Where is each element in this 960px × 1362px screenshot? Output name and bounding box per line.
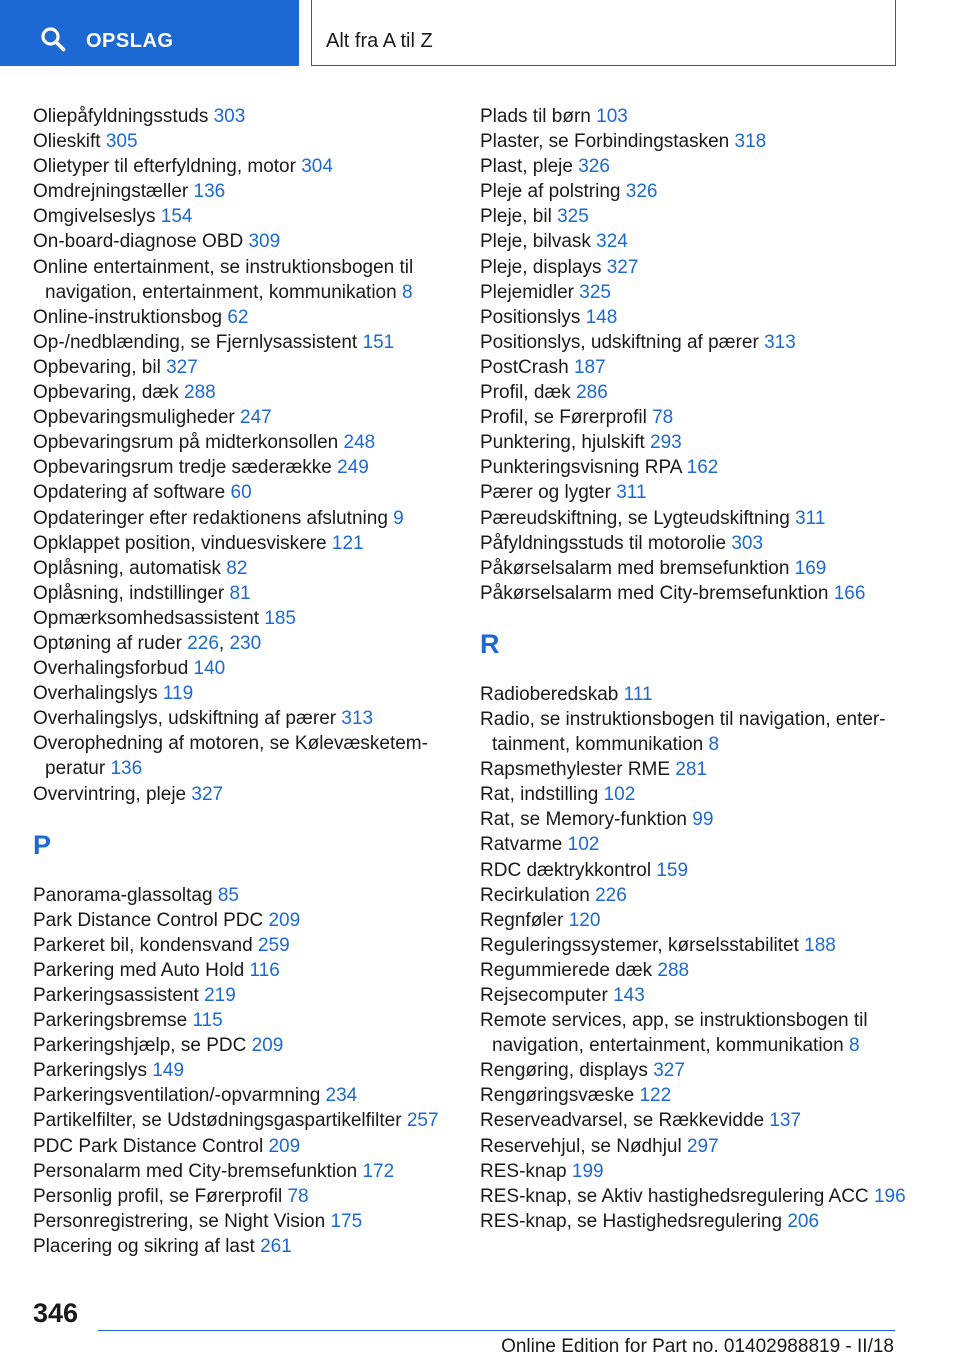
page-reference-link[interactable]: 311: [795, 507, 826, 529]
index-entry: [480, 983, 920, 1008]
index-entry-term: Profil, se Førerprofil: [480, 407, 647, 429]
page-reference-link[interactable]: 121: [331, 532, 364, 554]
index-entry-term: PDC Park Distance Control: [33, 1135, 264, 1157]
index-entry-term: Personalarm med City-bremsefunktion: [33, 1160, 358, 1182]
page-reference-link[interactable]: 226: [187, 632, 219, 654]
index-entry: Optøning af ruder 226, 230: [33, 632, 262, 654]
page-reference-link[interactable]: 248: [343, 432, 376, 454]
page-reference-link[interactable]: 8: [848, 1035, 860, 1057]
index-entry-term: Reguleringssystemer, kørselsstabilitet: [480, 934, 799, 956]
index-entry-term: Profil, dæk: [480, 382, 571, 404]
index-entry: [33, 782, 473, 807]
index-entry-term: Parkeringslys: [33, 1060, 148, 1082]
index-entry-term: Overhalingslys: [33, 683, 158, 705]
index-entry-term: Pærer og lygter: [480, 482, 611, 504]
index-column-right: [480, 104, 920, 1234]
index-entry: [480, 1008, 920, 1058]
search-tab[interactable]: [0, 0, 299, 66]
page-reference-link[interactable]: 115: [192, 1010, 223, 1032]
index-entry-term: Pleje, displays: [480, 256, 602, 278]
index-entry-term: Parkeringsventilation/-opvarmning: [33, 1085, 321, 1107]
page-reference-link[interactable]: 120: [568, 909, 601, 931]
index-entry-term: Reserveadvarsel, se Rækkevidde: [480, 1110, 765, 1132]
index-entry: [480, 355, 920, 380]
page-reference-link[interactable]: 326: [578, 156, 610, 178]
page-reference-link[interactable]: 209: [268, 909, 301, 931]
page-reference-link[interactable]: 148: [585, 306, 618, 328]
index-entry-term: Olieskift: [33, 131, 101, 153]
page-reference-link[interactable]: 143: [613, 985, 645, 1006]
page-reference-link[interactable]: 226: [595, 884, 627, 906]
page-reference-link[interactable]: 137: [769, 1110, 802, 1132]
index-entry-term: Rengøringsvæske: [480, 1085, 635, 1107]
index-entry-term: Parkeringsassistent: [33, 985, 199, 1006]
index-entry-term: Opbevaringsrum på midterkonsollen: [33, 432, 339, 454]
index-letter-heading: R: [480, 628, 500, 659]
index-entry-term: Omgivelseslys: [33, 206, 156, 228]
index-entry: [33, 204, 473, 229]
index-entry-term: Personlig profil, se Førerprofil: [33, 1185, 283, 1207]
index-entry: [480, 1058, 920, 1083]
index-letter-heading: P: [33, 829, 52, 860]
index-entry: [480, 330, 920, 355]
index-entry: [480, 707, 920, 757]
index-entry-term: Regnføler: [480, 909, 564, 931]
page-reference-link[interactable]: 136: [193, 181, 226, 203]
index-entry: [33, 581, 473, 606]
index-entry-term: RES-knap, se Aktiv hastighedsregulering ACC: [480, 1185, 869, 1207]
page-reference-link[interactable]: 293: [650, 432, 682, 454]
index-entry-term: Radioberedskab: [480, 683, 619, 705]
index-entry: [33, 455, 473, 480]
index-entry: [33, 908, 473, 933]
page-reference-link[interactable]: 259: [257, 934, 290, 956]
index-entry: [480, 154, 920, 179]
index-entry: [480, 430, 920, 455]
index-entry: [480, 858, 920, 883]
index-entry: [480, 958, 920, 983]
page-reference-link[interactable]: 81: [229, 582, 251, 604]
index-entry-term: Regummierede dæk: [480, 959, 653, 981]
index-entry: [480, 129, 920, 154]
page-reference-link[interactable]: 303: [731, 532, 764, 554]
page-reference-link[interactable]: 188: [804, 934, 836, 956]
index-entry-term: Opbevaringsrum tredje sæderække: [33, 457, 332, 479]
page-reference-link[interactable]: 313: [764, 331, 796, 353]
index-entry: [480, 531, 920, 556]
index-entry-term: Rat, se Memory-funktion: [480, 809, 687, 831]
page-reference-link[interactable]: 175: [330, 1210, 363, 1232]
page-reference-link[interactable]: 8: [401, 281, 413, 303]
page-reference-link[interactable]: 257: [406, 1110, 439, 1132]
index-entry: [33, 531, 473, 556]
page-reference-link[interactable]: 311: [616, 482, 647, 504]
index-entry-term: Reservehjul, se Nødhjul: [480, 1135, 682, 1157]
index-entry-term: Overhalingslys, udskiftning af pærer: [33, 708, 337, 730]
index-entry: [33, 104, 473, 129]
page-reference-link[interactable]: 9: [393, 507, 404, 529]
index-entry-term: Rat, indstilling: [480, 784, 599, 806]
index-entry: [480, 883, 920, 908]
index-entry-term: Overophedning af motoren, se Kølevæsketem-peratur: [33, 733, 428, 780]
page-reference-link[interactable]: 166: [833, 582, 866, 604]
page-reference-link[interactable]: 297: [686, 1135, 719, 1157]
index-entry: [480, 305, 920, 330]
index-entry: [33, 430, 473, 455]
index-entry: [480, 933, 920, 958]
index-entry: [480, 280, 920, 305]
page-reference-link[interactable]: 149: [152, 1060, 185, 1082]
search-tab-label: OPSLAG: [86, 30, 174, 52]
index-entry-term: Punktering, hjulskift: [480, 432, 645, 454]
index-entry: [480, 506, 920, 531]
index-entry: [480, 832, 920, 857]
index-entry: [480, 556, 920, 581]
page-reference-link[interactable]: 116: [249, 959, 280, 981]
index-entry-term: RDC dæktrykkontrol: [480, 859, 652, 881]
page-reference-link[interactable]: 154: [160, 206, 193, 228]
index-entry-term: Parkeringshjælp, se PDC: [33, 1035, 247, 1057]
index-entry-term: Rapsmethylester RME: [480, 759, 671, 781]
index-entry: [33, 229, 473, 254]
index-entry: [33, 1184, 473, 1209]
page-reference-link[interactable]: 119: [162, 683, 194, 705]
index-entry-term: Pæreudskiftning, se Lygteudskiftning: [480, 507, 790, 529]
index-entry: [33, 154, 473, 179]
index-entry-term: Påkørselsalarm med bremsefunktion: [480, 557, 790, 579]
index-entry-term: PostCrash: [480, 356, 569, 378]
index-entry-term: Personregistrering, se Night Vision: [33, 1210, 326, 1232]
index-entry: [480, 480, 920, 505]
index-entry-term: Parkeringsbremse: [33, 1010, 188, 1032]
index-entry: [480, 1209, 920, 1234]
index-entry: [33, 1058, 473, 1083]
page-reference-link[interactable]: 304: [301, 156, 333, 178]
index-entry: [480, 455, 920, 480]
page-reference-link[interactable]: 327: [166, 356, 198, 378]
page-reference-link[interactable]: 102: [603, 784, 636, 806]
index-entry-term: Pleje, bil: [480, 206, 552, 228]
index-entry-term: Opklappet position, vinduesviskere: [33, 532, 327, 554]
index-entry: [33, 405, 473, 430]
index-entry-term: RES-knap: [480, 1160, 567, 1182]
index-entry: [33, 983, 473, 1008]
page-reference-link[interactable]: 325: [579, 281, 611, 303]
index-entry: [33, 380, 473, 405]
index-entry-term: Rejsecomputer: [480, 985, 608, 1006]
index-entry: [480, 807, 920, 832]
index-entry-term: Opdatering af software: [33, 482, 226, 504]
index-entry-term: On-board-diagnose OBD: [33, 231, 244, 253]
index-entry-term: RES-knap, se Hastighedsregulering: [480, 1210, 783, 1232]
page-reference-link[interactable]: 122: [639, 1085, 672, 1107]
index-entry-term: Overvintring, pleje: [33, 783, 187, 805]
index-entry: [33, 731, 473, 781]
index-entry-term: Panorama-glassoltag: [33, 884, 213, 906]
page-reference-link[interactable]: 159: [656, 859, 689, 881]
page-reference-link[interactable]: 288: [657, 959, 690, 981]
index-entry-term: Parkering med Auto Hold: [33, 959, 245, 981]
page-reference-link[interactable]: 234: [325, 1085, 358, 1107]
page-reference-link[interactable]: 324: [596, 231, 628, 253]
page-reference-link[interactable]: 219: [204, 985, 236, 1006]
index-entry: [480, 782, 920, 807]
index-entry: [33, 1033, 473, 1058]
section-title-box: [311, 0, 896, 66]
index-entry: [33, 255, 473, 305]
index-entry: [480, 104, 920, 129]
index-entry: [33, 1083, 473, 1108]
page-number: 346: [33, 1298, 79, 1328]
page-reference-link[interactable]: 199: [571, 1160, 604, 1182]
index-entry: [33, 179, 473, 204]
index-entry-term: Påfyldningsstuds til motorolie: [480, 532, 727, 554]
page-reference-link[interactable]: 327: [606, 256, 639, 278]
page-reference-link[interactable]: 286: [576, 382, 608, 404]
page-reference-link[interactable]: 209: [251, 1035, 284, 1057]
index-entry-term: Påkørselsalarm med City-bremsefunktion: [480, 582, 829, 604]
edition-footer: Online Edition for Part no. 01402988819 - II/18: [501, 1336, 894, 1357]
index-entry-term: Opbevaring, bil: [33, 356, 161, 378]
index-entry-term: Partikelfilter, se Udstødningsgaspartikelfilter: [33, 1110, 402, 1132]
index-entry-term: Plast, pleje: [480, 156, 573, 178]
index-entry-term: Punkteringsvisning RPA: [480, 457, 682, 479]
index-entry: [33, 706, 473, 731]
index-entry-term: Opdateringer efter redaktionens afslutning: [33, 507, 388, 529]
page-reference-link[interactable]: 318: [734, 131, 767, 153]
page-reference-link[interactable]: 313: [341, 708, 374, 730]
page-reference-link[interactable]: 247: [240, 407, 272, 429]
page-reference-link[interactable]: 288: [184, 382, 216, 404]
search-icon: [40, 26, 66, 52]
page-reference-link[interactable]: 309: [248, 231, 281, 253]
index-entry-term: Oliepåfyldningsstuds: [33, 106, 209, 127]
index-entry: [33, 606, 473, 631]
index-entry-term: Positionslys, udskiftning af pærer: [480, 331, 759, 353]
page-reference-link[interactable]: 327: [191, 783, 224, 805]
index-entry: [33, 656, 473, 681]
page-reference-link[interactable]: 206: [787, 1210, 820, 1232]
index-entry: [33, 681, 473, 706]
index-column-left: [33, 104, 473, 1259]
section-title: Alt fra A til Z: [326, 30, 433, 52]
page-reference-link[interactable]: 327: [653, 1060, 685, 1082]
index-entry: [480, 1083, 920, 1108]
page-reference-link[interactable]: 103: [596, 106, 628, 127]
index-entry: [480, 1159, 920, 1184]
index-entry-term: Opmærksomhedsassistent: [33, 607, 259, 629]
index-entry-term: Park Distance Control PDC: [33, 909, 264, 931]
index-entry: [33, 933, 473, 958]
index-entry: [33, 129, 473, 154]
page-reference-link[interactable]: 60: [230, 482, 252, 504]
index-entry-term: Optøning af ruder: [33, 632, 182, 654]
page-reference-link[interactable]: 151: [362, 331, 395, 353]
index-entry: [33, 1134, 473, 1159]
index-entry: [480, 380, 920, 405]
page-reference-link[interactable]: 136: [110, 758, 143, 780]
index-entry: [480, 179, 920, 204]
index-entry-term: Online-instruktionsbog: [33, 306, 223, 328]
index-entry: [33, 330, 473, 355]
index-entry: [480, 682, 920, 707]
page-reference-link[interactable]: 169: [794, 557, 827, 579]
page-reference-link[interactable]: 85: [217, 884, 239, 906]
index-entry: [480, 581, 920, 606]
page-reference-link[interactable]: 326: [625, 181, 658, 203]
index-entry: [33, 305, 473, 330]
page-reference-link[interactable]: 303: [213, 106, 246, 127]
index-entry: [33, 1008, 473, 1033]
index-entry: [33, 1159, 473, 1184]
index-entry: [33, 506, 473, 531]
page-reference-link[interactable]: 8: [708, 734, 720, 756]
index-entry: [480, 229, 920, 254]
footer-divider: [98, 1330, 895, 1331]
index-entry: [33, 958, 473, 983]
index-entry-term: Ratvarme: [480, 834, 563, 856]
page-reference-link[interactable]: 230: [229, 632, 262, 654]
page-reference-link[interactable]: 111: [623, 683, 653, 705]
index-entry: [480, 1108, 920, 1133]
index-entry: [480, 1134, 920, 1159]
index-entry: [480, 757, 920, 782]
index-entry: [33, 1108, 473, 1133]
index-entry: [480, 405, 920, 430]
page-reference-link[interactable]: 209: [268, 1135, 301, 1157]
index-entry: [33, 1234, 473, 1259]
page-reference-link[interactable]: 172: [362, 1160, 395, 1182]
index-entry-term: Positionslys: [480, 306, 581, 328]
page-reference-link[interactable]: 82: [226, 557, 248, 579]
page-reference-link[interactable]: 78: [287, 1185, 309, 1207]
index-entry: [480, 255, 920, 280]
index-entry: [480, 204, 920, 229]
index-entry-term: Plads til børn: [480, 106, 591, 127]
index-entry-term: Overhalingsforbud: [33, 658, 189, 680]
index-entry-term: Online entertainment, se instruktionsbogen til navigation, entertainment, kommunikation: [33, 256, 414, 303]
index-entry-term: Oplåsning, automatisk: [33, 557, 221, 579]
page-reference-link[interactable]: 78: [652, 407, 674, 429]
top-bar: [0, 0, 960, 66]
index-entry-term: Rengøring, displays: [480, 1060, 648, 1082]
index-entry-term: Plejemidler: [480, 281, 574, 303]
page-reference-link[interactable]: 140: [193, 658, 226, 680]
page-reference-link[interactable]: 62: [227, 306, 249, 328]
page-reference-link[interactable]: 281: [675, 759, 708, 781]
index-entry-term: Pleje af polstring: [480, 181, 621, 203]
page-reference-link[interactable]: 185: [264, 607, 296, 629]
index-entry: [33, 883, 473, 908]
page-reference-link[interactable]: 305: [105, 131, 138, 153]
index-entry-term: Recirkulation: [480, 884, 590, 906]
index-entry: [480, 908, 920, 933]
page-reference-link[interactable]: 196: [873, 1185, 906, 1207]
index-entry-term: Opbevaringsmuligheder: [33, 407, 235, 429]
index-entry: [480, 1184, 920, 1209]
index-entry: [33, 556, 473, 581]
page-reference-link[interactable]: 249: [337, 457, 369, 479]
index-entry-term: Olietyper til efterfyldning, motor: [33, 156, 296, 178]
index-entry-term: Opbevaring, dæk: [33, 382, 179, 404]
index-entry-term: Pleje, bilvask: [480, 231, 591, 253]
page-reference-link[interactable]: 261: [260, 1235, 292, 1257]
index-entry: [33, 1209, 473, 1234]
index-entry-term: Placering og sikring af last: [33, 1235, 255, 1257]
page-reference-link[interactable]: 102: [567, 834, 600, 856]
index-entry-term: Radio, se instruktionsbogen til navigation, enter-tainment, kommunikation: [480, 708, 886, 756]
page-reference-link[interactable]: 325: [557, 206, 589, 228]
index-entry-term: Op-/nedblænding, se Fjernlysassistent: [33, 331, 358, 353]
page-reference-link[interactable]: 187: [573, 356, 606, 378]
index-entry-term: Parkeret bil, kondensvand: [33, 934, 253, 956]
index-entry-term: Plaster, se Forbindingstasken: [480, 131, 730, 153]
index-entry: [33, 480, 473, 505]
index-entry: [33, 355, 473, 380]
index-entry-term: Oplåsning, indstillinger: [33, 582, 225, 604]
page-reference-link[interactable]: 162: [686, 457, 719, 479]
page-reference-link[interactable]: 99: [692, 809, 714, 831]
index-entry-term: Remote services, app, se instruktionsbogen til navigation, entertainment, kommunikation: [480, 1010, 868, 1057]
index-entry-term: Omdrejningstæller: [33, 181, 189, 203]
